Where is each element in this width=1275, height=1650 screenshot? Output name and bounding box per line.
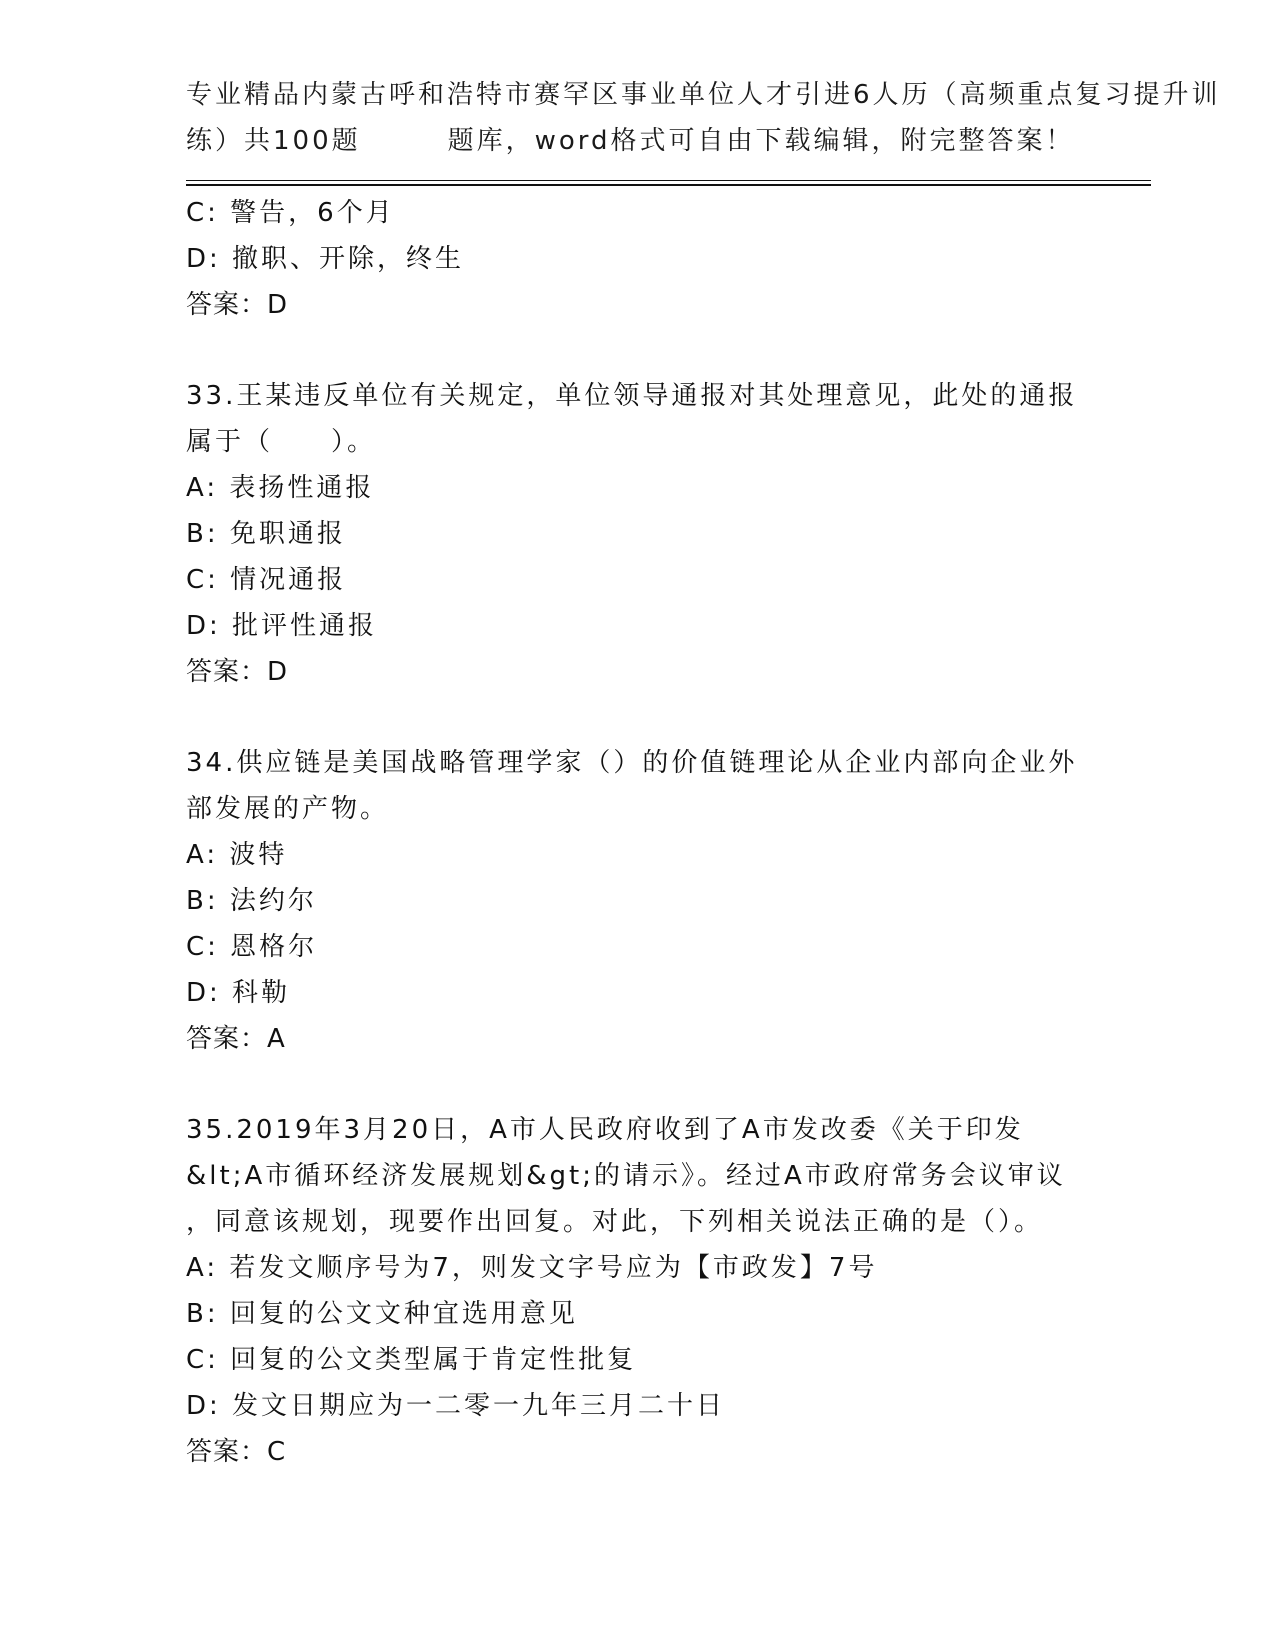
question-block [186,1107,1086,1475]
question-block [186,740,1086,1062]
answer-line: 答案：D [186,290,289,320]
option-a: A: 表扬性通报 [186,473,375,503]
option-d: D: 发文日期应为一二零一九年三月二十日 [186,1391,726,1421]
question-stem-line: 34.供应链是美国战略管理学家（）的价值链理论从企业内部向企业外 [186,748,1078,778]
answer-line: 答案：A [186,1024,286,1054]
option-c: C: 情况通报 [186,565,347,595]
question-stem-line: 35.2019年3月20日，A市人民政府收到了A市发改委《关于印发 [186,1115,1024,1145]
option-c: C: 恩格尔 [186,932,318,962]
option-b: B: 免职通报 [186,519,346,549]
option-c: C: 警告，6个月 [186,198,395,228]
header-rule-thick [186,184,1151,186]
option-a: A: 若发文顺序号为7，则发文字号应为【市政发】7号 [186,1253,878,1283]
question-stem-line: 部发展的产物。 [186,794,390,824]
question-stem-line: 属于（ ）。 [186,427,377,457]
option-b: B: 回复的公文文种宜选用意见 [186,1299,578,1329]
option-b: B: 法约尔 [186,886,317,916]
header-line-2: 练）共100题 题库，word格式可自由下载编辑，附完整答案！ [186,126,1075,156]
question-stem-line: &lt;A市循环经济发展规划&gt;的请示》。经过A市政府常务会议审议 [186,1161,1066,1191]
prev-question-block [186,190,1086,328]
question-stem-line: 33.王某违反单位有关规定，单位领导通报对其处理意见，此处的通报 [186,381,1078,411]
document-header [186,72,1221,164]
header-line-1: 专业精品内蒙古呼和浩特市赛罕区事业单位人才引进6人历（高频重点复习提升训 [186,80,1221,110]
answer-line: 答案：D [186,657,289,687]
option-d: D: 撤职、开除，终生 [186,244,465,274]
header-rule-thin [186,180,1151,181]
question-block [186,373,1086,695]
option-d: D: 批评性通报 [186,611,378,641]
option-d: D: 科勒 [186,978,291,1008]
option-c: C: 回复的公文类型属于肯定性批复 [186,1345,637,1375]
question-stem-line: ，同意该规划，现要作出回复。对此，下列相关说法正确的是（）。 [186,1207,1044,1237]
option-a: A: 波特 [186,840,288,870]
answer-line: 答案：C [186,1437,287,1467]
document-body [186,190,1086,1475]
